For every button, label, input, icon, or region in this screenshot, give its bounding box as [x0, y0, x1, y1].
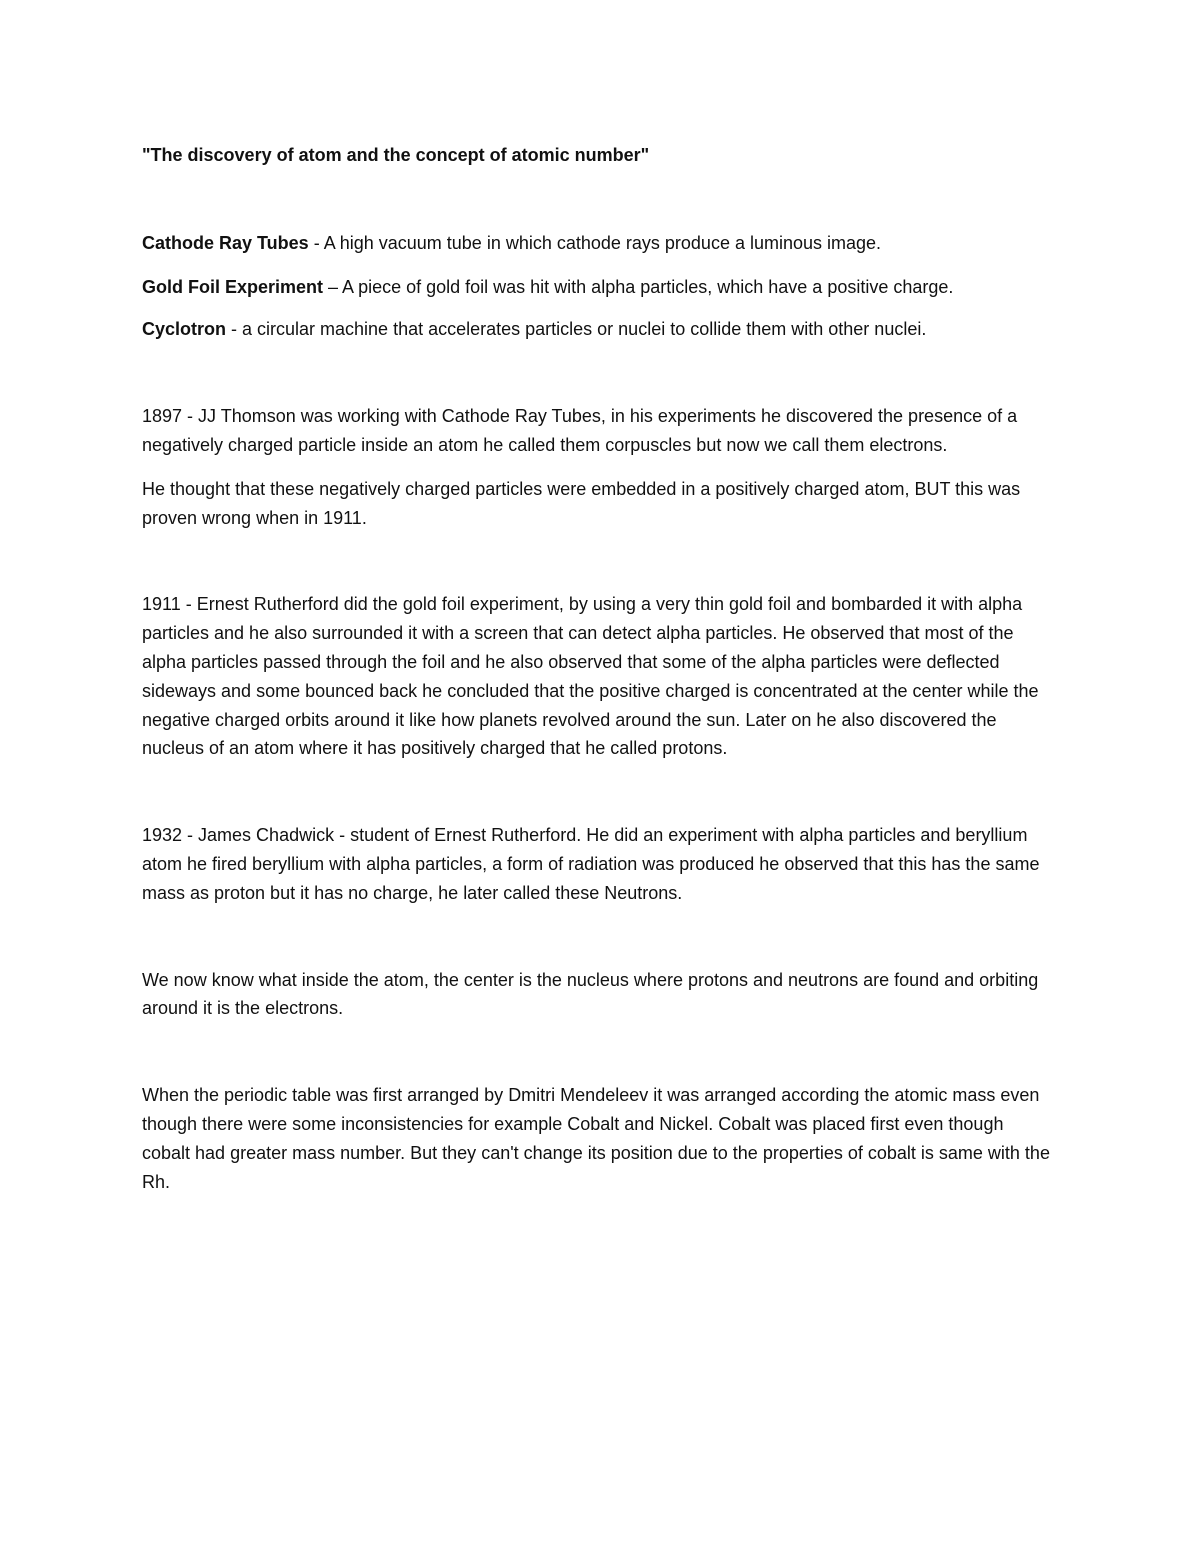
definition-text: - a circular machine that accelerates particles or nuclei to collide them with other nuclei. — [226, 319, 927, 340]
paragraph-atom-summary: We now know what inside the atom, the center is the nucleus where protons and neutrons are found and orbiting around it is the electrons. — [142, 969, 1039, 1019]
definition-cathode-ray-tubes — [142, 229, 1062, 258]
paragraph-chadwick: 1932 - James Chadwick - student of Ernest Rutherford. He did an experiment with alpha particles and beryllium atom he fired beryllium with alpha particles, a form of radiation was produced he observed that this has the same mass as proton but it has no charge, he later called these Neutrons. — [142, 825, 1040, 903]
spacer — [142, 460, 1062, 475]
definition-cyclotron — [142, 315, 1012, 344]
spacer — [142, 532, 1062, 590]
paragraph-thomson-discovery: 1897 - JJ Thomson was working with Cathode Ray Tubes, in his experiments he discovered the presence of a negatively charged particle inside an atom he called them corpuscles but now we call them electrons. — [142, 406, 1018, 455]
spacer — [142, 763, 1062, 821]
definition-text: - A high vacuum tube in which cathode rays produce a luminous image. — [308, 232, 882, 253]
spacer — [142, 344, 1062, 402]
spacer — [142, 301, 1062, 315]
paragraph-mendeleev: When the periodic table was first arranged by Dmitri Mendeleev it was arranged according the atomic mass even though there were some inconsistencies for example Cobalt and Nickel. Cobalt was placed first even though cobalt had greater mass number. But they can't change its position due to the properties of cobalt is same with the Rh. — [142, 1085, 1050, 1192]
document-body — [142, 141, 1062, 1196]
definition-term: Cathode Ray Tubes — [142, 232, 309, 253]
document-title: "The discovery of atom and the concept of atomic number" — [142, 145, 650, 165]
definition-text: – A piece of gold foil was hit with alpha particles, which have a positive charge. — [323, 276, 954, 297]
spacer — [142, 1023, 1062, 1081]
spacer — [142, 258, 1062, 273]
spacer — [142, 908, 1062, 966]
paragraph-thomson-model: He thought that these negatively charged particles were embedded in a positively charged atom, BUT this was proven wrong when in 1911. — [142, 478, 1021, 528]
definition-term: Cyclotron — [142, 319, 227, 340]
definition-term: Gold Foil Experiment — [142, 276, 324, 297]
paragraph-rutherford: 1911 - Ernest Rutherford did the gold foil experiment, by using a very thin gold foil and bombarded it with alpha particles and he also surrounded it with a screen that can detect alpha particles. He observed that most of the alpha particles passed through the foil and he also observed that some of the alpha particles were deflected sideways and some bounced back he concluded that the positive charged is concentrated at the center while the negative charged orbits around it like how planets revolved around the sun. Later on he also discovered the nucleus of an atom where it has positively charged that he called protons. — [142, 594, 1039, 759]
definition-gold-foil-experiment — [142, 273, 1012, 302]
spacer — [142, 170, 1062, 229]
